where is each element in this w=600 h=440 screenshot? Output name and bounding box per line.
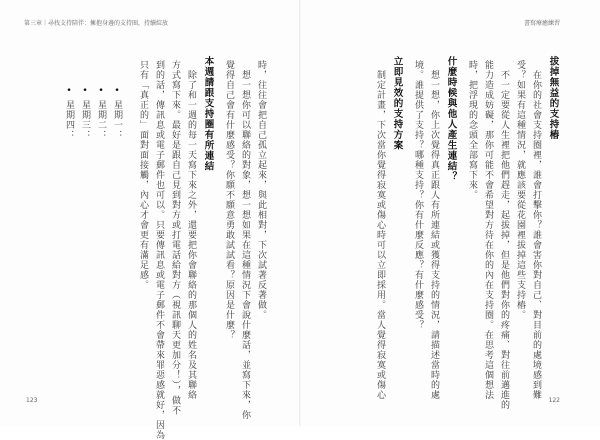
right-col-3: 不一定要從人生裡把他們趕走，起拔掉，但是他們對你的疼痛、對往前邁進的 — [499, 70, 509, 410]
weekday-tuesday: •星期二： — [96, 86, 106, 140]
left-col-4: 除了和一週的每一天寫下來之外，還要把你會聯絡的那個人的姓名及其聯絡 — [186, 70, 196, 400]
page-number-right: 122 — [548, 397, 560, 404]
heading-instant-plan: 立即見效的支持方案 — [391, 56, 403, 151]
right-col-8: 制定計畫，下次當你覺得寂寞或傷心時可以立即採用。當人覺得寂寞或傷心 — [375, 70, 385, 400]
bullet-icon: • — [80, 86, 90, 97]
right-col-2: 受？如果有這種情況，就應該要從花園裡拔掉這些支持樁。 — [515, 60, 525, 320]
left-col-3: 覺得自己會有什麼感受？你願不願意勇敢試試看？原因是什麼？ — [224, 60, 234, 340]
page-number-left: 123 — [26, 397, 38, 404]
bullet-icon: • — [96, 86, 106, 97]
page-gutter — [299, 0, 301, 426]
right-col-1: 在你的社會支持圈裡，誰會打擊你？誰會害你對自己、對目前的處境感到難 — [531, 70, 541, 400]
right-col-6: 想一想，你上次覺得真正跟人有所連結或獲得支持的情況，請描述當時的處 — [429, 70, 439, 400]
running-header-right: 書寫療癒練習 — [523, 20, 560, 27]
weekday-monday: •星期一： — [112, 86, 122, 140]
weekday-thursday: •星期四： — [64, 86, 74, 140]
left-col-7: 只有「真正的」面對面接觸，內心才會更有滿足感。 — [138, 60, 148, 290]
running-header-left: 第三章｜尋找支持陪伴：擁抱身邊的支持圈，持續綻放 — [24, 20, 169, 27]
heading-connect-this-week: 本週請跟支持圈有所連結 — [202, 56, 214, 172]
right-col-7: 境。誰提供了支持？哪種支持？你有什麼反應？有什麼感受？ — [413, 60, 423, 330]
bullet-icon: • — [64, 86, 74, 97]
left-col-1: 時，往往會把自己孤立起來，與此相對，下次試著反著做。 — [256, 60, 266, 320]
left-col-6: 到的話，傳訊息或電子郵件也可以。只要傳訊息或電子郵件不會帶來罪惡感就好，因為 — [154, 60, 164, 440]
heading-when-connect: 什麼時候與他人產生連結？ — [445, 56, 457, 182]
heading-remove-unhelpful: 拔掉無益的支持樁 — [547, 56, 559, 140]
right-col-4: 能力造成妨礙，那你可能不會希望對方待在你的內在支持圈。在思考這個想法 — [483, 60, 493, 400]
left-col-5: 方式寫下來。最好是跟自己見到對方或打電話給對方（視訊聊天更加分！），做不 — [170, 60, 180, 416]
bullet-icon: • — [112, 86, 122, 97]
left-col-2: 想一想你可以聯絡的對象，想一想如果在這種情況下會說什麼話，並寫下來，你 — [240, 70, 250, 420]
right-col-5: 時，把浮現的念頭全部寫下來。 — [467, 60, 477, 200]
weekday-wednesday: •星期三： — [80, 86, 90, 140]
